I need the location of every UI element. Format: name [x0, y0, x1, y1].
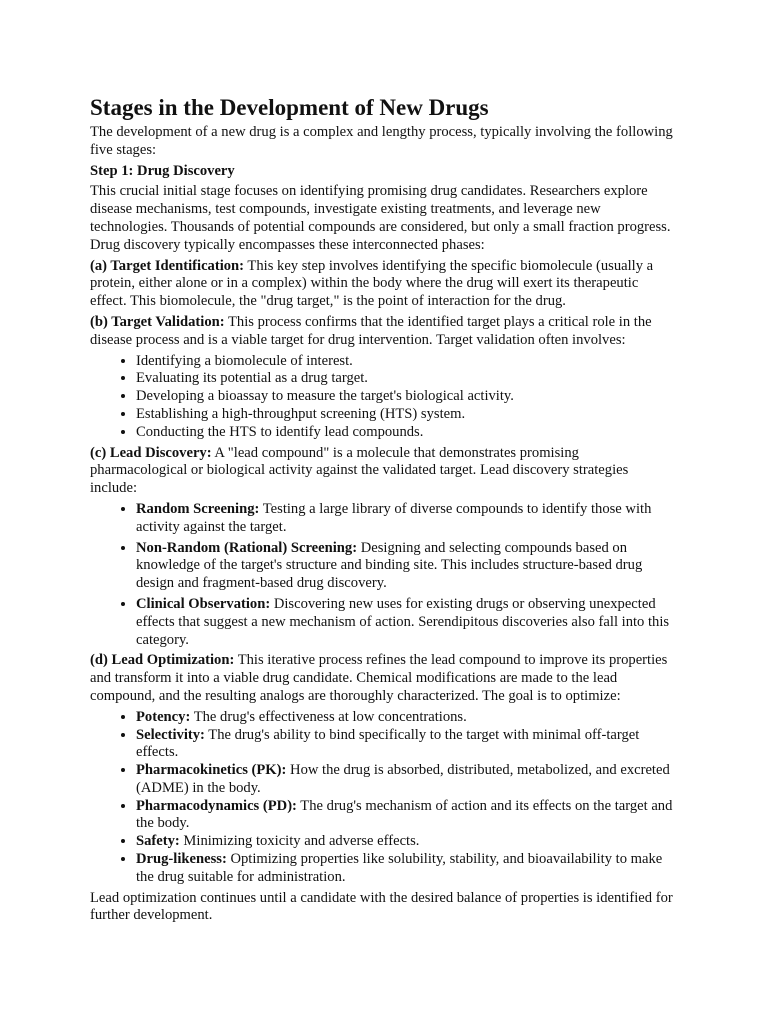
step1-paragraph: This crucial initial stage focuses on identifying promising drug candidates. Researchers explore disease mechanisms, test compounds, investigate existing treatments, and leverage new technologies. Thousands of potential compounds are considered, but only a small fraction progress. Drug discovery typically encompasses these interconnected phases:	[90, 183, 671, 253]
list-item: • Evaluating its potential as a drug target.	[136, 370, 678, 388]
document-page	[90, 94, 678, 928]
list-item-text: Discovering new uses for existing drugs or observing unexpected effects that suggest a new mechanism of action. Serendipitous discoveries also fall into this category.	[136, 595, 670, 648]
lead-optimization-label: (d) Lead Optimization:	[90, 652, 235, 669]
list-item: • Identifying a biomolecule of interest.	[136, 353, 678, 371]
list-item-text: Optimizing properties like solubility, stability, and bioavailability to make the drug suitable for administration.	[136, 851, 663, 885]
list-item	[136, 540, 678, 593]
target-validation-list	[90, 353, 678, 442]
lead-discovery-text: A "lead compound" is a molecule that demonstrates promising pharmacological or biological activity against the validated target. Lead discovery strategies include:	[90, 444, 629, 497]
lead-optimization-text: This iterative process refines the lead compound to improve its properties and transform it into a viable drug candidate. Chemical modifications are made to the lead compound, and the resulting analogs are thoroughly characterized. The goal is to optimize:	[90, 652, 668, 704]
list-item: • Establishing a high-throughput screening (HTS) system.	[136, 406, 678, 424]
list-item-text: The drug's mechanism of action and its effects on the target and the body.	[136, 797, 673, 832]
list-item	[136, 727, 678, 763]
lead-optimization-list	[90, 709, 678, 887]
lead-discovery-list	[90, 501, 678, 649]
lead-optimization-paragraph	[90, 652, 678, 705]
list-item-label: Safety:	[136, 833, 180, 850]
list-item-text: Minimizing toxicity and adverse effects.	[179, 833, 420, 850]
page-title: Stages in the Development of New Drugs	[90, 95, 489, 120]
list-item-label: Random Screening:	[136, 500, 260, 517]
list-item-label: Selectivity:	[136, 726, 205, 743]
list-item-label: Potency:	[136, 708, 191, 725]
list-item	[136, 851, 678, 887]
target-identification-text: This key step involves identifying the specific biomolecule (usually a protein, either alone or in a complex) within the body where the drug will exert its therapeutic effect. This biomolecule, the "drug target," is the point of interaction for the drug.	[90, 257, 654, 310]
lead-discovery-paragraph	[90, 445, 678, 498]
list-item	[136, 501, 678, 537]
intro-paragraph: The development of a new drug is a complex and lengthy process, typically involving the following five stages:	[90, 124, 673, 158]
list-item-label: Clinical Observation:	[136, 595, 271, 612]
list-item	[136, 833, 678, 851]
list-item	[136, 596, 678, 649]
list-item: • Developing a bioassay to measure the target's biological activity.	[136, 388, 678, 406]
target-identification-paragraph	[90, 258, 678, 311]
list-item-label: Non-Random (Rational) Screening:	[136, 539, 358, 556]
step1-heading: Step 1: Drug Discovery	[90, 162, 235, 179]
list-item-text: Testing a large library of diverse compounds to identify those with activity against the target.	[136, 500, 652, 535]
list-item-label: Pharmacodynamics (PD):	[136, 797, 297, 814]
list-item-label: Drug-likeness:	[136, 851, 227, 868]
target-validation-label: (b) Target Validation:	[90, 313, 225, 330]
list-item-text: The drug's effectiveness at low concentrations.	[190, 708, 467, 725]
list-item-label: Pharmacokinetics (PK):	[136, 762, 287, 779]
target-identification-label: (a) Target Identification:	[90, 257, 245, 274]
list-item	[136, 709, 678, 727]
list-item	[136, 762, 678, 798]
conclusion-paragraph: Lead optimization continues until a candidate with the desired balance of properties is identified for further development.	[90, 889, 673, 924]
list-item	[136, 798, 678, 834]
target-validation-text: This process confirms that the identified target plays a critical role in the disease process and is a viable target for drug intervention. Target validation often involves:	[90, 313, 652, 348]
lead-discovery-label: (c) Lead Discovery:	[90, 444, 212, 461]
target-validation-paragraph	[90, 314, 678, 350]
list-item-text: How the drug is absorbed, distributed, metabolized, and excreted (ADME) in the body.	[136, 762, 670, 796]
list-item-text: The drug's ability to bind specifically to the target with minimal off-target effects.	[136, 726, 640, 761]
list-item-text: Designing and selecting compounds based on knowledge of the target's structure and binding site. This includes structure-based drug design and fragment-based drug discovery.	[136, 539, 643, 592]
list-item: • Conducting the HTS to identify lead compounds.	[136, 424, 678, 442]
